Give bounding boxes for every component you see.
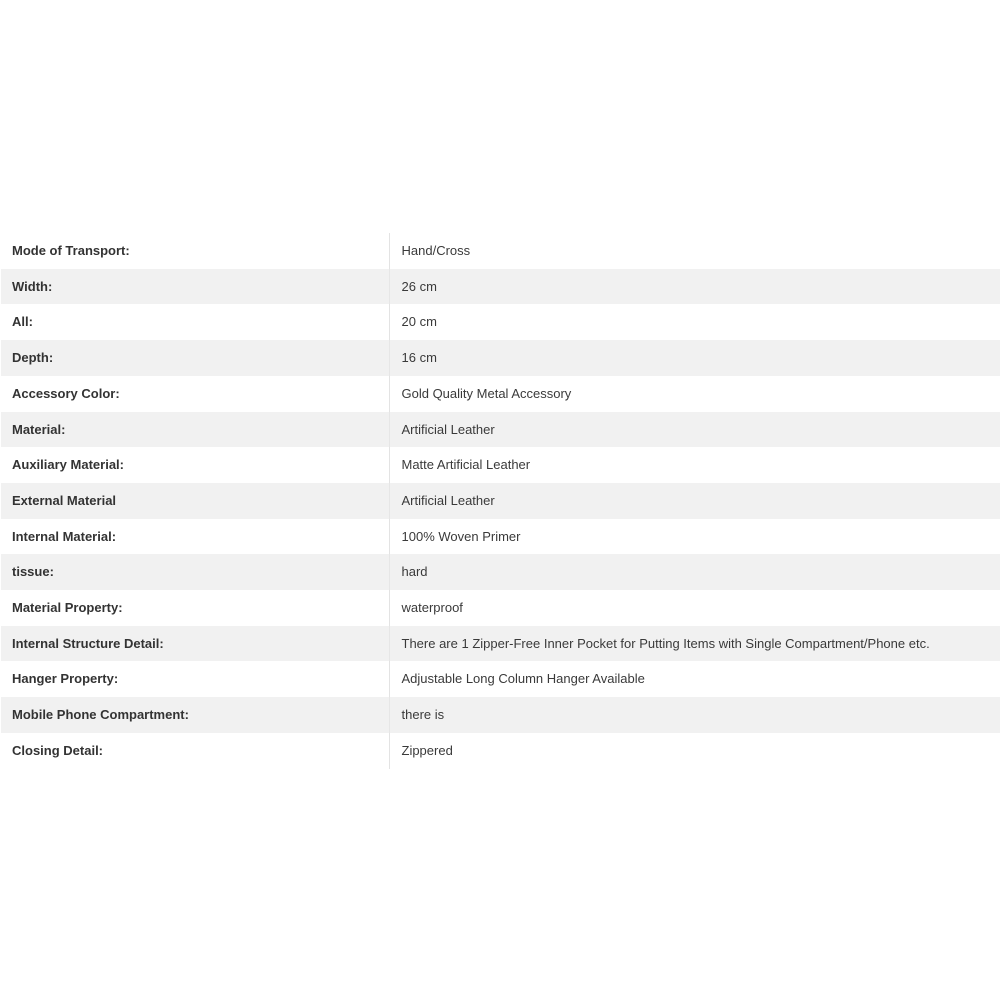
spec-label: Mode of Transport: [1, 233, 389, 269]
table-row [1, 733, 1000, 769]
table-row [1, 519, 1000, 555]
spec-value: Hand/Cross [389, 233, 1000, 269]
spec-label: Mobile Phone Compartment: [1, 697, 389, 733]
table-row [1, 304, 1000, 340]
spec-value: Gold Quality Metal Accessory [389, 376, 1000, 412]
spec-value: Adjustable Long Column Hanger Available [389, 661, 1000, 697]
spec-label: Auxiliary Material: [1, 447, 389, 483]
spec-label: tissue: [1, 554, 389, 590]
table-row [1, 554, 1000, 590]
spec-label: Hanger Property: [1, 661, 389, 697]
spec-value: 100% Woven Primer [389, 519, 1000, 555]
spec-value: 16 cm [389, 340, 1000, 376]
table-row [1, 269, 1000, 305]
product-spec-table [1, 233, 1000, 769]
spec-label: Material: [1, 412, 389, 448]
spec-label: Depth: [1, 340, 389, 376]
spec-label: Internal Material: [1, 519, 389, 555]
table-row [1, 340, 1000, 376]
spec-label: Accessory Color: [1, 376, 389, 412]
table-row [1, 233, 1000, 269]
table-row [1, 661, 1000, 697]
table-row [1, 590, 1000, 626]
table-row [1, 447, 1000, 483]
spec-value: there is [389, 697, 1000, 733]
table-row [1, 376, 1000, 412]
spec-label: External Material [1, 483, 389, 519]
spec-value: hard [389, 554, 1000, 590]
spec-label: Width: [1, 269, 389, 305]
spec-label: Material Property: [1, 590, 389, 626]
table-row [1, 697, 1000, 733]
spec-label: All: [1, 304, 389, 340]
table-row [1, 626, 1000, 662]
table-row [1, 412, 1000, 448]
spec-label: Closing Detail: [1, 733, 389, 769]
spec-value: Matte Artificial Leather [389, 447, 1000, 483]
spec-label: Internal Structure Detail: [1, 626, 389, 662]
spec-value: 26 cm [389, 269, 1000, 305]
spec-value: 20 cm [389, 304, 1000, 340]
table-row [1, 483, 1000, 519]
spec-value: Artificial Leather [389, 412, 1000, 448]
spec-value: waterproof [389, 590, 1000, 626]
spec-value: Zippered [389, 733, 1000, 769]
spec-value: Artificial Leather [389, 483, 1000, 519]
spec-value: There are 1 Zipper-Free Inner Pocket for Putting Items with Single Compartment/Phone etc. [389, 626, 1000, 662]
